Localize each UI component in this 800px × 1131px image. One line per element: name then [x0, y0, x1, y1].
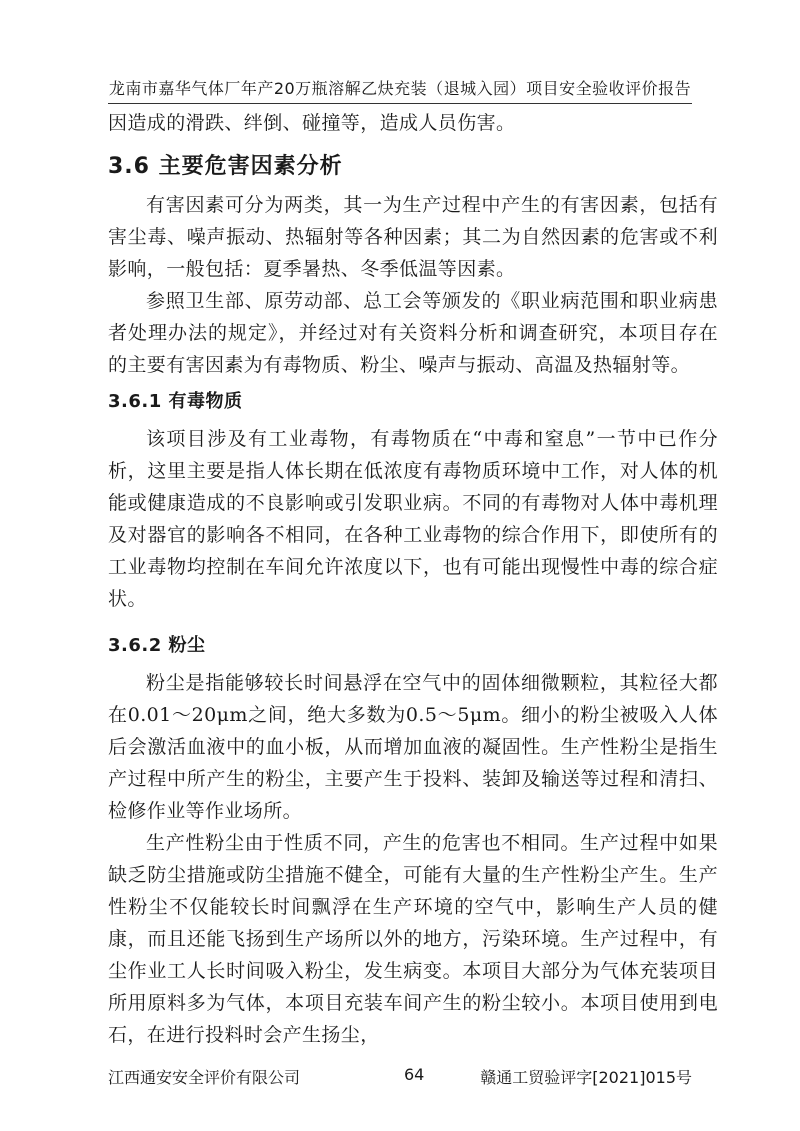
- section-paragraph-2: 参照卫生部、原劳动部、总工会等颁发的《职业病范围和职业病患者处理办法的规定》，并经过对有关资料分析和调查研究，本项目存在的主要有害因素为有毒物质、粉尘、噪声与振动、高温及热辐射等。: [108, 290, 718, 376]
- header-title: 龙南市嘉华气体厂年产20万瓶溶解乙炔充装（退城入园）项目安全验收评价报告: [108, 79, 692, 98]
- page-header: [108, 76, 692, 104]
- document-body: [108, 107, 718, 1051]
- footer-company: 江西通安安全评价有限公司: [108, 1068, 301, 1087]
- carry-over-paragraph: 因造成的滑跌、绊倒、碰撞等，造成人员伤害。: [108, 112, 516, 134]
- subsection-paragraph-toxic: 该项目涉及有工业毒物，有毒物质在“中毒和窒息”一节中已作分析，这里主要是指人体长期在低浓度有毒物质环境中工作，对人体的机能或健康造成的不良影响或引发职业病。不同的有毒物对人体中毒机理及对器官的影响各不相同，在各种工业毒物的综合作用下，即使所有的工业毒物均控制在车间允许浓度以下，也有可能出现慢性中毒的综合症状。: [108, 428, 718, 610]
- page-number: 64: [404, 1065, 425, 1084]
- report-number: 赣通工贸验评字[2021]015号: [480, 1068, 692, 1087]
- subsection-paragraph-dust-2: 生产性粉尘由于性质不同，产生的危害也不相同。生产过程中如果缺乏防尘措施或防尘措施不健全，可能有大量的生产性粉尘产生。生产性粉尘不仅能较长时间飘浮在生产环境的空气中，影响生产人员的健康，而且还能飞扬到生产场所以外的地方，污染环境。生产过程中，有尘作业工人长时间吸入粉尘，发生病变。本项目大部分为气体充装项目所用原料多为气体，本项目充装车间产生的粉尘较小。本项目使用到电石，在进行投料时会产生扬尘，: [108, 832, 718, 1046]
- subsection-heading-toxic: 3.6.1 有毒物质: [108, 391, 243, 412]
- section-paragraph-1: 有害因素可分为两类，其一为生产过程中产生的有害因素，包括有害尘毒、噪声振动、热辐射等各种因素；其二为自然因素的危害或不利影响，一般包括：夏季暑热、冬季低温等因素。: [108, 194, 718, 280]
- subsection-paragraph-dust-1: 粉尘是指能够较长时间悬浮在空气中的固体细微颗粒，其粒径大都在0.01～20μm之间，绝大多数为0.5～5μm。细小的粉尘被吸入人体后会激活血液中的血小板，从而增加血液的凝固性。生产性粉尘是指生产过程中所产生的粉尘，主要产生于投料、装卸及输送等过程和清扫、检修作业等作业场所。: [108, 672, 718, 822]
- section-heading: 3.6 主要危害因素分析: [108, 154, 343, 179]
- subsection-heading-dust: 3.6.2 粉尘: [108, 635, 206, 656]
